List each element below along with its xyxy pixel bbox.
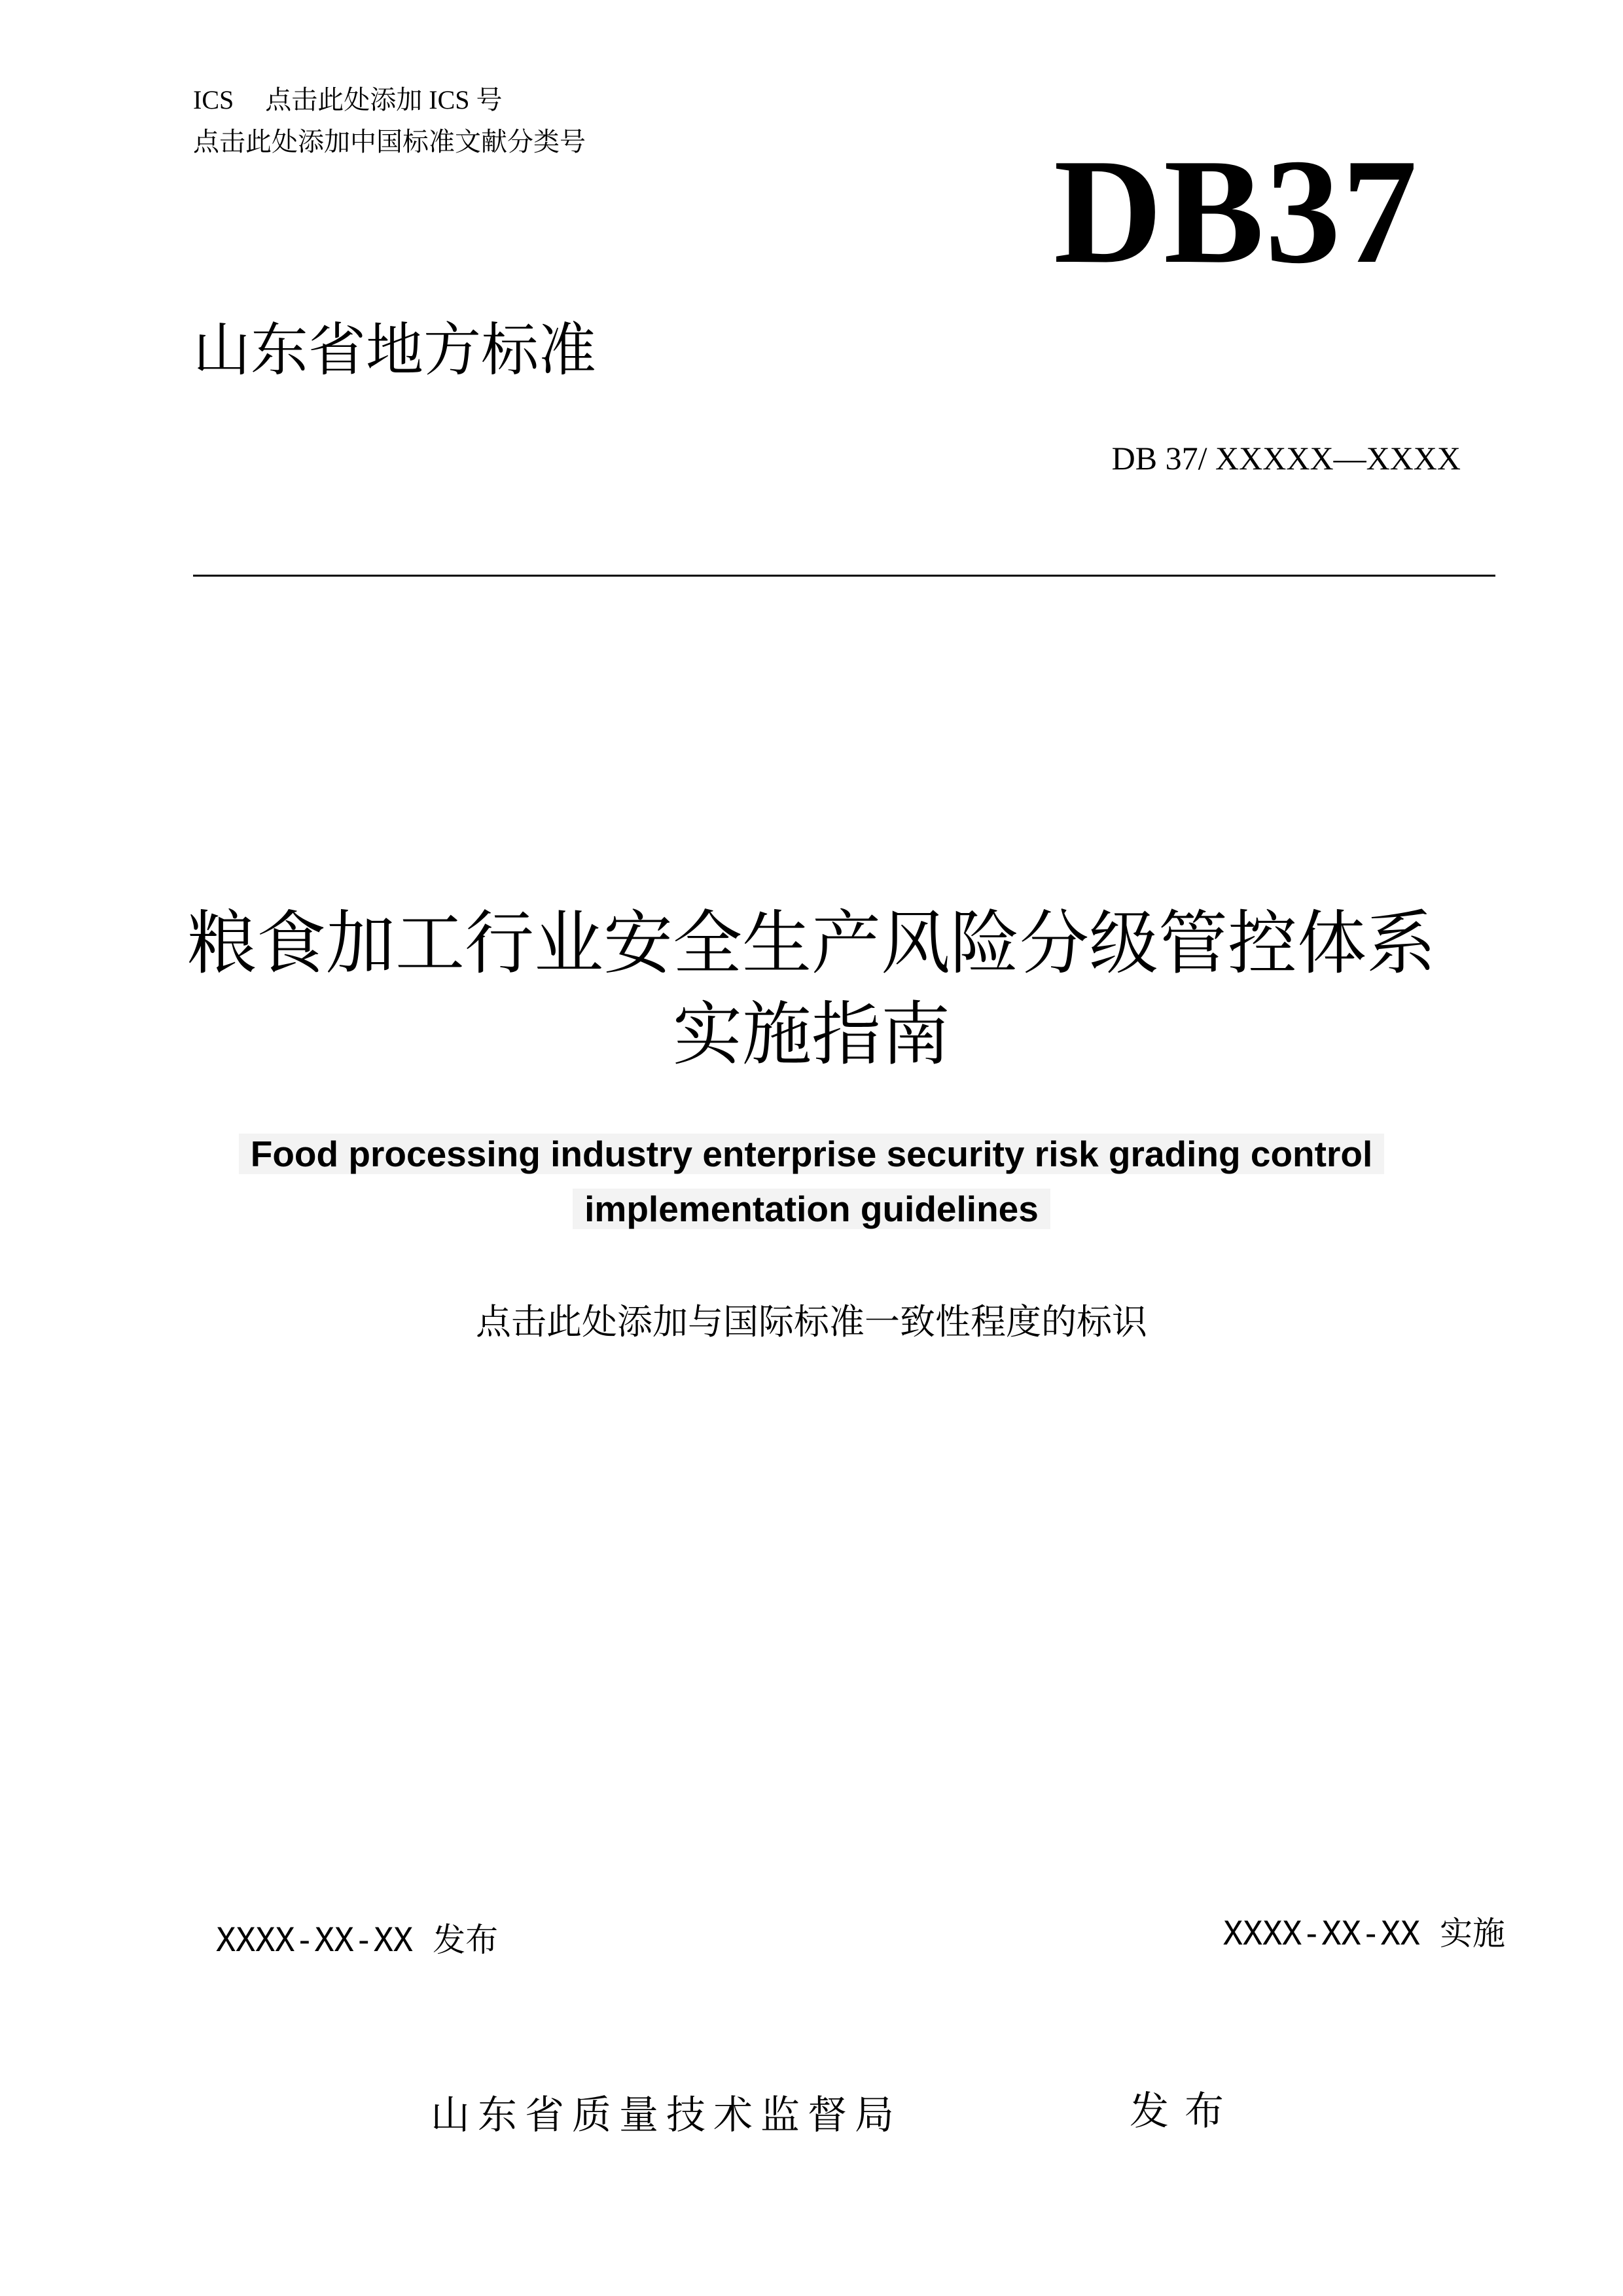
standard-number: DB 37/ XXXXX—XXXX <box>1111 440 1461 476</box>
title-cn-line2: 实施指南 <box>673 994 950 1075</box>
title-en-line2 <box>0 1182 1623 1236</box>
db37-logo: DB37 <box>1054 128 1419 295</box>
title-en-line1-text: Food processing industry enterprise security risk grading control <box>239 1134 1385 1174</box>
issued-label: 发布 <box>1130 2089 1240 2134</box>
issuer-name: 山东省质量技术监督局 <box>431 2092 902 2138</box>
title-en-line2-text: implementation guidelines <box>573 1189 1050 1229</box>
ics-placeholder[interactable]: 点击此处添加 ICS 号 <box>265 85 503 115</box>
ics-label: ICS <box>193 85 234 115</box>
header-divider <box>193 575 1495 577</box>
conformity-placeholder[interactable]: 点击此处添加与国际标准一致性程度的标识 <box>476 1302 1147 1342</box>
ics-line <box>193 84 503 117</box>
title-en-line1 <box>0 1127 1623 1181</box>
publish-date: XXXX-XX-XX 发布 <box>216 1921 499 1959</box>
standard-type: 山东省地方标准 <box>193 316 597 384</box>
title-cn-line1: 粮食加工行业安全生产风险分级管控体系 <box>187 903 1436 984</box>
ccs-placeholder[interactable]: 点击此处添加中国标准文献分类号 <box>193 127 586 156</box>
implement-date: XXXX-XX-XX 实施 <box>1222 1914 1505 1952</box>
